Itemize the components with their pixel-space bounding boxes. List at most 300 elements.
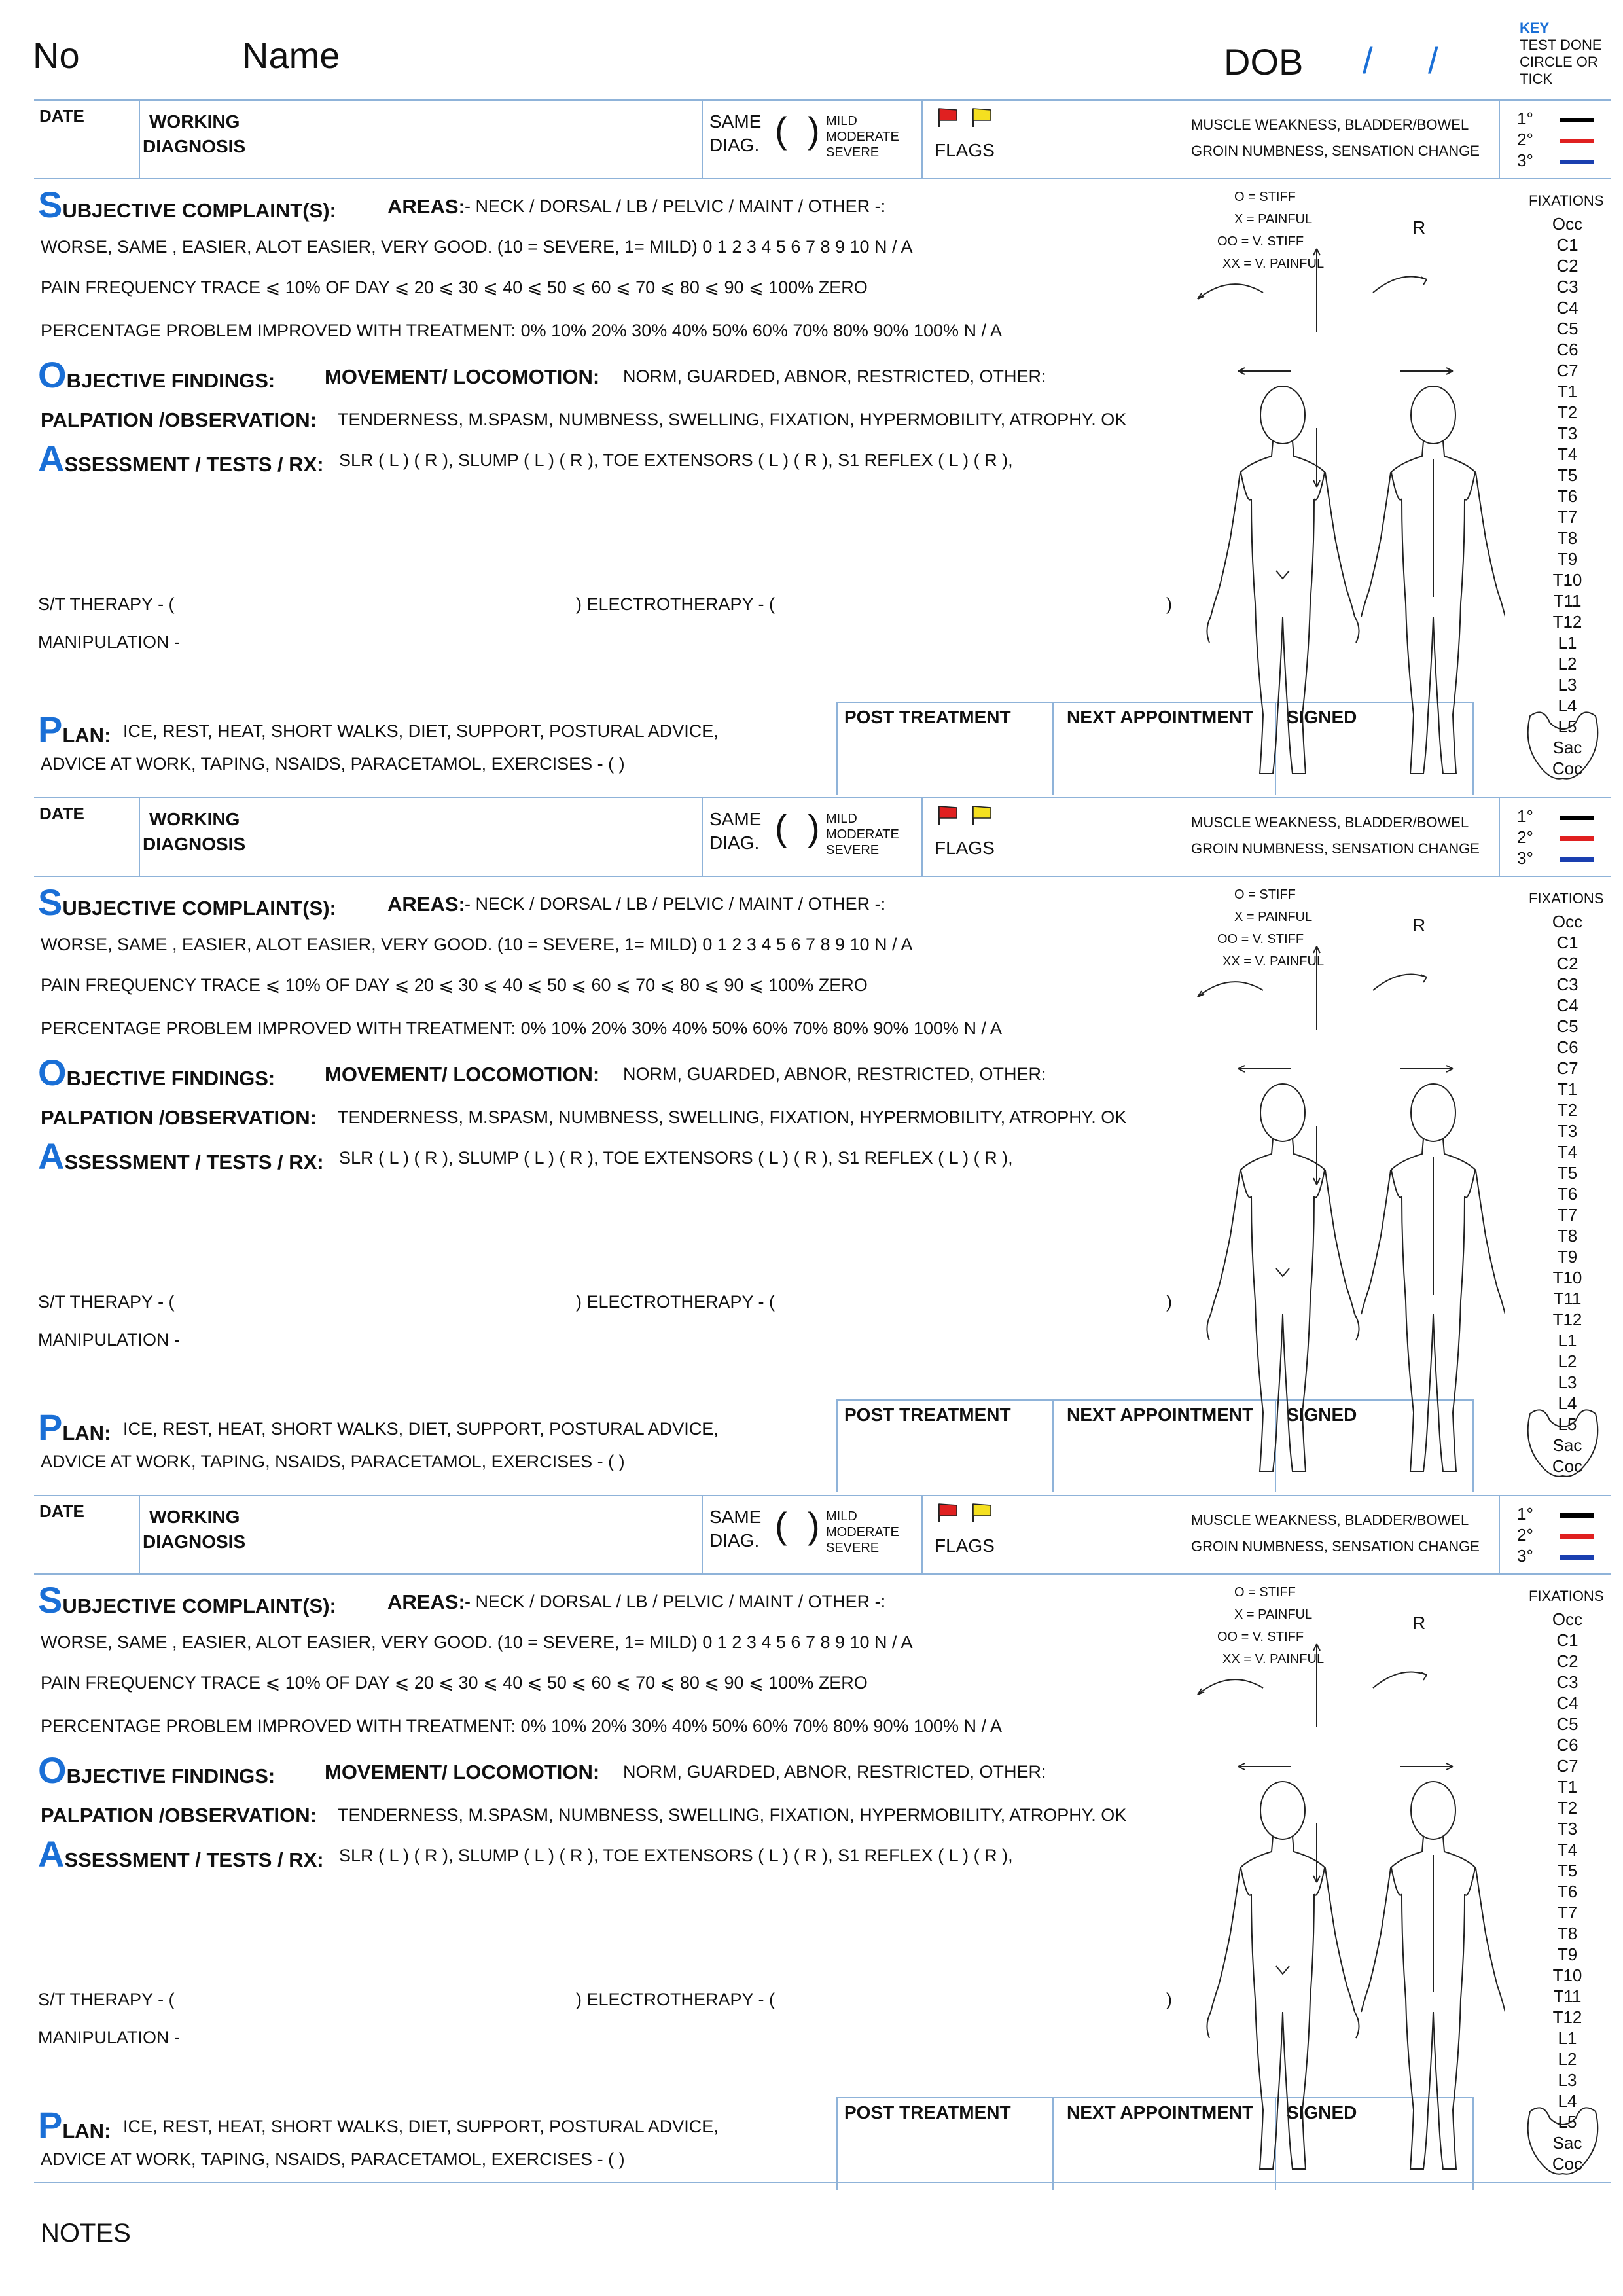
fixation-level[interactable]: C7 [1556, 1756, 1578, 1776]
severity-mild[interactable]: MILD [826, 114, 857, 128]
severity-scale-row[interactable]: WORSE, SAME , EASIER, ALOT EASIER, VERY GOOD. (10 = SEVERE, 1= MILD) 0 1 2 3 4 5 6 7 8 9 10 N / A [41, 935, 913, 954]
pain-frequency-row[interactable]: PAIN FREQUENCY TRACE ⩽ 10% OF DAY ⩽ 20 ⩽ 30 ⩽ 40 ⩽ 50 ⩽ 60 ⩽ 70 ⩽ 80 ⩽ 90 ⩽ 100% ZERO [41, 1673, 868, 1693]
flags-label: FLAGS [935, 1535, 995, 1556]
fixation-level[interactable]: C5 [1556, 319, 1578, 338]
fixation-level[interactable]: C1 [1556, 235, 1578, 255]
plan-initial: P [38, 709, 63, 750]
fixation-level[interactable]: C6 [1556, 340, 1578, 359]
working-label: WORKING [149, 111, 240, 132]
fixation-level[interactable]: T9 [1557, 549, 1578, 569]
subjective-heading [38, 183, 336, 226]
plan-title: LAN: [62, 2119, 111, 2142]
fixation-level[interactable]: T6 [1557, 1184, 1578, 1204]
key-bar-red [1560, 139, 1594, 143]
electrotherapy-close: ) [1166, 1292, 1172, 1312]
fixation-level[interactable]: L3 [1558, 675, 1577, 694]
manipulation-label: MANIPULATION - [38, 1330, 181, 1350]
degree-2[interactable]: 2° [1517, 130, 1533, 149]
subjective-initial: S [38, 184, 63, 225]
electrotherapy-label: ) ELECTROTHERAPY - ( [576, 1990, 776, 2009]
severity-severe[interactable]: SEVERE [826, 843, 880, 857]
legend-very-stiff: OO = V. STIFF [1217, 932, 1304, 946]
palpation-label: PALPATION /OBSERVATION: [41, 408, 317, 431]
severity-mild[interactable]: MILD [826, 1509, 857, 1524]
notes-rule [34, 2182, 1611, 2183]
plan-initial: P [38, 1407, 63, 1448]
subjective-heading [38, 881, 336, 924]
electrotherapy-close: ) [1166, 1990, 1172, 2009]
severity-moderate[interactable]: MODERATE [826, 1525, 899, 1539]
legend-painful: X = PAINFUL [1234, 910, 1313, 924]
divider [1499, 99, 1500, 178]
same-label: SAME [709, 1507, 762, 1527]
fixation-level[interactable]: C6 [1556, 1735, 1578, 1755]
date-label: DATE [39, 1501, 84, 1521]
fixation-level[interactable]: T6 [1557, 1882, 1578, 1901]
electrotherapy-close: ) [1166, 594, 1172, 614]
st-therapy-label: S/T THERAPY - ( [38, 594, 175, 614]
signed-label: SIGNED [1287, 1405, 1357, 1425]
red-flag-icon[interactable] [937, 107, 959, 127]
pain-frequency-row[interactable]: PAIN FREQUENCY TRACE ⩽ 10% OF DAY ⩽ 20 ⩽ 30 ⩽ 40 ⩽ 50 ⩽ 60 ⩽ 70 ⩽ 80 ⩽ 90 ⩽ 100% ZERO [41, 278, 868, 297]
key-line-1: TEST DONE [1520, 37, 1602, 53]
fixation-level[interactable]: Occ [1552, 912, 1583, 931]
areas-label: AREAS: [387, 1590, 465, 1613]
fixation-level[interactable]: C6 [1556, 1037, 1578, 1057]
divider [1052, 2097, 1054, 2190]
movement-options[interactable]: NORM, GUARDED, ABNOR, RESTRICTED, OTHER: [623, 367, 1046, 386]
fixation-level[interactable]: T8 [1557, 1226, 1578, 1246]
block-top-rule [34, 797, 1611, 798]
fixation-level[interactable]: Sac [1552, 1435, 1582, 1455]
block-header-rule [34, 1573, 1611, 1575]
objective-initial: O [38, 354, 67, 395]
next-appointment-label: NEXT APPOINTMENT [1067, 2102, 1254, 2123]
fixation-level[interactable]: Coc [1552, 759, 1583, 778]
divider [139, 1495, 140, 1573]
consultation-block [0, 797, 1623, 1495]
post-treatment-label: POST TREATMENT [844, 2102, 1011, 2123]
fixation-level[interactable]: T1 [1557, 382, 1578, 401]
no-label: No [33, 35, 80, 76]
divider [702, 1495, 703, 1573]
areas-options[interactable]: - NECK / DORSAL / LB / PELVIC / MAINT / OTHER -: [465, 196, 886, 216]
subjective-title: UBJECTIVE COMPLAINT(S): [62, 897, 336, 920]
palpation-label: PALPATION /OBSERVATION: [41, 1106, 317, 1129]
subjective-title: UBJECTIVE COMPLAINT(S): [62, 1594, 336, 1617]
date-label: DATE [39, 804, 84, 823]
objective-initial: O [38, 1052, 67, 1093]
palpation-options[interactable]: TENDERNESS, M.SPASM, NUMBNESS, SWELLING, FIXATION, HYPERMOBILITY, ATROPHY. OK [338, 410, 1127, 429]
fixation-level[interactable]: C1 [1556, 933, 1578, 952]
paren-open: ( [775, 109, 787, 151]
fixation-level[interactable]: Coc [1552, 1456, 1583, 1476]
assessment-title: SSESSMENT / TESTS / RX: [64, 1151, 324, 1174]
red-flag-icon[interactable] [937, 805, 959, 825]
electrotherapy-label: ) ELECTROTHERAPY - ( [576, 1292, 776, 1312]
diagnosis-label: DIAGNOSIS [143, 834, 246, 854]
severity-scale-row[interactable]: WORSE, SAME , EASIER, ALOT EASIER, VERY GOOD. (10 = SEVERE, 1= MILD) 0 1 2 3 4 5 6 7 8 9 10 N / A [41, 237, 913, 257]
fixations-list [1531, 911, 1603, 1477]
key-bar-red [1560, 1534, 1594, 1539]
same-label: SAME [709, 111, 762, 132]
fixations-label: FIXATIONS [1529, 890, 1604, 906]
body-right-label: R [1412, 915, 1426, 935]
plan-options-line-2[interactable]: ADVICE AT WORK, TAPING, NSAIDS, PARACETAMOL, EXERCISES - ( ) [41, 2149, 625, 2169]
divider [139, 99, 140, 178]
working-label: WORKING [149, 809, 240, 829]
paren-open: ( [775, 807, 787, 848]
degree-1[interactable]: 1° [1517, 109, 1533, 128]
fixation-level[interactable]: C4 [1556, 298, 1578, 317]
severity-mild[interactable]: MILD [826, 812, 857, 826]
name-label: Name [242, 35, 340, 76]
red-flag-line-2: GROIN NUMBNESS, SENSATION CHANGE [1191, 143, 1480, 159]
fixation-level[interactable]: L5 [1558, 1414, 1577, 1434]
fixation-level[interactable]: C5 [1556, 1016, 1578, 1036]
fixation-level[interactable]: L3 [1558, 2070, 1577, 2090]
diag-label: DIAG. [709, 135, 760, 155]
paren-open: ( [775, 1505, 787, 1546]
key-bar-blue [1560, 1555, 1594, 1560]
fixation-level[interactable]: L1 [1558, 2028, 1577, 2048]
key-line-2: CIRCLE OR [1520, 54, 1598, 70]
diagnosis-label: DIAGNOSIS [143, 136, 246, 156]
fixation-level[interactable]: C3 [1556, 1672, 1578, 1692]
severity-severe[interactable]: SEVERE [826, 145, 880, 160]
fixations-label: FIXATIONS [1529, 1588, 1604, 1604]
legend-stiff: O = STIFF [1234, 888, 1296, 902]
divider [836, 2097, 838, 2190]
severity-moderate[interactable]: MODERATE [826, 130, 899, 144]
fixation-level[interactable]: T10 [1552, 570, 1582, 590]
electrotherapy-label: ) ELECTROTHERAPY - ( [576, 594, 776, 614]
fixation-level[interactable]: Occ [1552, 214, 1583, 234]
fixation-level[interactable]: T8 [1557, 1924, 1578, 1943]
assessment-heading [38, 1135, 324, 1177]
objective-heading [38, 1749, 275, 1791]
notes-label: NOTES [41, 2219, 131, 2248]
fixation-level[interactable]: Coc [1552, 2154, 1583, 2174]
fixation-level[interactable]: T4 [1557, 1840, 1578, 1859]
objective-title: BJECTIVE FINDINGS: [66, 1067, 276, 1090]
plan-options-line-1[interactable]: ICE, REST, HEAT, SHORT WALKS, DIET, SUPPORT, POSTURAL ADVICE, [123, 1419, 719, 1439]
plan-initial: P [38, 2104, 63, 2145]
fixation-level[interactable]: C2 [1556, 1651, 1578, 1671]
fixation-level[interactable]: Sac [1552, 738, 1582, 757]
areas-label: AREAS: [387, 893, 465, 916]
fixation-level[interactable]: C5 [1556, 1714, 1578, 1734]
paren-close: ) [808, 1505, 820, 1546]
palpation-label: PALPATION /OBSERVATION: [41, 1804, 317, 1827]
block-header-rule [34, 876, 1611, 877]
severity-scale-row[interactable]: WORSE, SAME , EASIER, ALOT EASIER, VERY GOOD. (10 = SEVERE, 1= MILD) 0 1 2 3 4 5 6 7 8 9 10 N / A [41, 1632, 913, 1652]
degree-3[interactable]: 3° [1517, 848, 1533, 868]
diagnosis-label: DIAGNOSIS [143, 1532, 246, 1552]
flags-label: FLAGS [935, 838, 995, 858]
key-title: KEY [1520, 20, 1550, 36]
key-bar-blue [1560, 160, 1594, 164]
movement-options[interactable]: NORM, GUARDED, ABNOR, RESTRICTED, OTHER: [623, 1762, 1046, 1782]
fixation-level[interactable]: T7 [1557, 1903, 1578, 1922]
yellow-flag-icon[interactable] [971, 107, 993, 127]
plan-options-line-1[interactable]: ICE, REST, HEAT, SHORT WALKS, DIET, SUPPORT, POSTURAL ADVICE, [123, 2117, 719, 2136]
assessment-initial: A [38, 1136, 65, 1177]
dob-separator-1: / [1363, 40, 1373, 81]
fixation-level[interactable]: T12 [1552, 612, 1582, 632]
percentage-improved-row[interactable]: PERCENTAGE PROBLEM IMPROVED WITH TREATMENT: 0% 10% 20% 30% 40% 50% 60% 70% 80% 90% 100% N / A [41, 1716, 1003, 1736]
legend-painful: X = PAINFUL [1234, 212, 1313, 226]
red-flag-line-2: GROIN NUMBNESS, SENSATION CHANGE [1191, 1538, 1480, 1554]
assessment-heading [38, 1833, 324, 1875]
severity-moderate[interactable]: MODERATE [826, 827, 899, 842]
fixation-level[interactable]: T11 [1553, 1986, 1582, 2006]
divider [836, 1399, 838, 1492]
assessment-initial: A [38, 1833, 65, 1874]
fixation-level[interactable]: T7 [1557, 1205, 1578, 1225]
legend-very-stiff: OO = V. STIFF [1217, 1630, 1304, 1644]
signed-label: SIGNED [1287, 2102, 1357, 2123]
fixation-level[interactable]: L3 [1558, 1372, 1577, 1392]
fixation-level[interactable]: L2 [1558, 654, 1577, 673]
degree-3[interactable]: 3° [1517, 1546, 1533, 1566]
fixation-level[interactable]: L2 [1558, 2049, 1577, 2069]
fixation-level[interactable]: C7 [1556, 1058, 1578, 1078]
fixation-level[interactable]: T10 [1552, 1965, 1582, 1985]
fixation-level[interactable]: T1 [1557, 1777, 1578, 1797]
degree-3[interactable]: 3° [1517, 151, 1533, 170]
fixation-level[interactable]: T5 [1557, 1163, 1578, 1183]
severity-severe[interactable]: SEVERE [826, 1541, 880, 1555]
fixation-level[interactable]: T9 [1557, 1945, 1578, 1964]
degree-2[interactable]: 2° [1517, 1525, 1533, 1545]
fixations-list [1531, 1609, 1603, 2174]
fixation-level[interactable]: C7 [1556, 361, 1578, 380]
fixation-level[interactable]: T1 [1557, 1079, 1578, 1099]
fixation-level[interactable]: L2 [1558, 1352, 1577, 1371]
assessment-heading [38, 437, 324, 480]
percentage-improved-row[interactable]: PERCENTAGE PROBLEM IMPROVED WITH TREATMENT: 0% 10% 20% 30% 40% 50% 60% 70% 80% 90% 100% N / A [41, 321, 1003, 340]
degree-1[interactable]: 1° [1517, 1504, 1533, 1524]
fixations-label: FIXATIONS [1529, 192, 1604, 209]
fixation-level[interactable]: T5 [1557, 465, 1578, 485]
assessment-tests[interactable]: SLR ( L ) ( R ), SLUMP ( L ) ( R ), TOE EXTENSORS ( L ) ( R ), S1 REFLEX ( L ) ( R ), [339, 1846, 1013, 1865]
divider [921, 99, 923, 178]
plan-heading [38, 1406, 111, 1448]
objective-title: BJECTIVE FINDINGS: [66, 369, 276, 392]
legend-very-painful: XX = V. PAINFUL [1222, 1652, 1325, 1666]
objective-initial: O [38, 1749, 67, 1791]
red-flag-line-1: MUSCLE WEAKNESS, BLADDER/BOWEL [1191, 117, 1469, 133]
divider [1499, 797, 1500, 876]
diag-label: DIAG. [709, 833, 760, 853]
fixation-level[interactable]: T11 [1553, 1289, 1582, 1308]
movement-label: MOVEMENT/ LOCOMOTION: [325, 365, 600, 388]
fixation-level[interactable]: C3 [1556, 277, 1578, 296]
objective-heading [38, 353, 275, 396]
legend-stiff: O = STIFF [1234, 1585, 1296, 1600]
yellow-flag-icon[interactable] [971, 1503, 993, 1522]
body-chart-diagram[interactable] [1178, 198, 1505, 800]
key-bar-black [1560, 816, 1594, 820]
assessment-initial: A [38, 438, 65, 479]
fixation-level[interactable]: T8 [1557, 528, 1578, 548]
pelvis-icon [1517, 2092, 1609, 2183]
areas-label: AREAS: [387, 195, 465, 218]
fixation-level[interactable]: T4 [1557, 1142, 1578, 1162]
divider [836, 702, 838, 795]
signed-label: SIGNED [1287, 707, 1357, 727]
fixation-level[interactable]: T7 [1557, 507, 1578, 527]
areas-options[interactable]: - NECK / DORSAL / LB / PELVIC / MAINT / OTHER -: [465, 1592, 886, 1611]
fixation-level[interactable]: T2 [1557, 1100, 1578, 1120]
post-treatment-label: POST TREATMENT [844, 707, 1011, 727]
fixation-level[interactable]: T4 [1557, 444, 1578, 464]
subjective-initial: S [38, 1579, 63, 1621]
date-label: DATE [39, 106, 84, 126]
plan-options-line-2[interactable]: ADVICE AT WORK, TAPING, NSAIDS, PARACETAMOL, EXERCISES - ( ) [41, 1452, 625, 1471]
red-flag-icon[interactable] [937, 1503, 959, 1522]
subjective-title: UBJECTIVE COMPLAINT(S): [62, 199, 336, 222]
key-bar-black [1560, 118, 1594, 122]
plan-heading [38, 2104, 111, 2146]
fixation-level[interactable]: T11 [1553, 591, 1582, 611]
fixation-level[interactable]: Sac [1552, 2133, 1582, 2153]
assessment-title: SSESSMENT / TESTS / RX: [64, 1848, 324, 1871]
fixation-level[interactable]: L1 [1558, 1331, 1577, 1350]
post-treatment-label: POST TREATMENT [844, 1405, 1011, 1425]
divider [702, 99, 703, 178]
degree-2[interactable]: 2° [1517, 827, 1533, 847]
key-bar-blue [1560, 857, 1594, 862]
pelvis-icon [1517, 1394, 1609, 1486]
divider [921, 797, 923, 876]
fixation-level[interactable]: C2 [1556, 954, 1578, 973]
key-bar-red [1560, 836, 1594, 841]
legend-stiff: O = STIFF [1234, 190, 1296, 204]
movement-options[interactable]: NORM, GUARDED, ABNOR, RESTRICTED, OTHER: [623, 1064, 1046, 1084]
fixation-level[interactable]: C4 [1556, 1693, 1578, 1713]
plan-heading [38, 708, 111, 751]
dob-separator-2: / [1428, 40, 1438, 81]
plan-title: LAN: [62, 1422, 111, 1444]
fixation-level[interactable]: C1 [1556, 1630, 1578, 1650]
block-top-rule [34, 99, 1611, 101]
fixation-level[interactable]: L1 [1558, 633, 1577, 653]
objective-title: BJECTIVE FINDINGS: [66, 1765, 276, 1787]
pain-frequency-row[interactable]: PAIN FREQUENCY TRACE ⩽ 10% OF DAY ⩽ 20 ⩽ 30 ⩽ 40 ⩽ 50 ⩽ 60 ⩽ 70 ⩽ 80 ⩽ 90 ⩽ 100% ZERO [41, 975, 868, 995]
divider [921, 1495, 923, 1573]
flags-label: FLAGS [935, 140, 995, 160]
percentage-improved-row[interactable]: PERCENTAGE PROBLEM IMPROVED WITH TREATMENT: 0% 10% 20% 30% 40% 50% 60% 70% 80% 90% 100% N / A [41, 1018, 1003, 1038]
dob-label: DOB [1224, 41, 1304, 82]
pelvis-icon [1517, 696, 1609, 788]
movement-label: MOVEMENT/ LOCOMOTION: [325, 1063, 600, 1086]
st-therapy-label: S/T THERAPY - ( [38, 1292, 175, 1312]
next-appointment-label: NEXT APPOINTMENT [1067, 707, 1254, 727]
yellow-flag-icon[interactable] [971, 805, 993, 825]
block-top-rule [34, 1495, 1611, 1496]
body-right-label: R [1412, 1613, 1426, 1633]
divider [1052, 1399, 1054, 1492]
consultation-block [0, 1495, 1623, 2193]
divider [1499, 1495, 1500, 1573]
fixation-level[interactable]: T12 [1552, 1310, 1582, 1329]
legend-very-stiff: OO = V. STIFF [1217, 234, 1304, 249]
body-chart-diagram[interactable] [1178, 1593, 1505, 2195]
legend-painful: X = PAINFUL [1234, 1607, 1313, 1622]
working-label: WORKING [149, 1507, 240, 1527]
fixation-level[interactable]: Occ [1552, 1609, 1583, 1629]
fixations-list [1531, 213, 1603, 779]
divider [1052, 702, 1054, 795]
movement-label: MOVEMENT/ LOCOMOTION: [325, 1761, 600, 1784]
areas-options[interactable]: - NECK / DORSAL / LB / PELVIC / MAINT / OTHER -: [465, 894, 886, 914]
palpation-options[interactable]: TENDERNESS, M.SPASM, NUMBNESS, SWELLING, FIXATION, HYPERMOBILITY, ATROPHY. OK [338, 1805, 1127, 1825]
fixation-level[interactable]: T2 [1557, 1798, 1578, 1818]
next-appointment-label: NEXT APPOINTMENT [1067, 1405, 1254, 1425]
plan-title: LAN: [62, 724, 111, 747]
assessment-tests[interactable]: SLR ( L ) ( R ), SLUMP ( L ) ( R ), TOE EXTENSORS ( L ) ( R ), S1 REFLEX ( L ) ( R ), [339, 450, 1013, 470]
fixation-level[interactable]: T9 [1557, 1247, 1578, 1266]
diag-label: DIAG. [709, 1530, 760, 1551]
body-chart-diagram[interactable] [1178, 895, 1505, 1498]
manipulation-label: MANIPULATION - [38, 2028, 181, 2047]
fixation-level[interactable]: T10 [1552, 1268, 1582, 1287]
palpation-options[interactable]: TENDERNESS, M.SPASM, NUMBNESS, SWELLING, FIXATION, HYPERMOBILITY, ATROPHY. OK [338, 1107, 1127, 1127]
plan-options-line-1[interactable]: ICE, REST, HEAT, SHORT WALKS, DIET, SUPPORT, POSTURAL ADVICE, [123, 721, 719, 741]
fixation-level[interactable]: T3 [1557, 1819, 1578, 1839]
same-label: SAME [709, 809, 762, 829]
paren-close: ) [808, 807, 820, 848]
fixation-level[interactable]: T12 [1552, 2007, 1582, 2027]
fixation-level[interactable]: T2 [1557, 403, 1578, 422]
fixation-level[interactable]: T3 [1557, 1121, 1578, 1141]
red-flag-line-2: GROIN NUMBNESS, SENSATION CHANGE [1191, 840, 1480, 857]
divider [702, 797, 703, 876]
red-flag-line-1: MUSCLE WEAKNESS, BLADDER/BOWEL [1191, 1512, 1469, 1528]
key-line-3: TICK [1520, 71, 1553, 87]
assessment-title: SSESSMENT / TESTS / RX: [64, 453, 324, 476]
fixation-level[interactable]: C4 [1556, 996, 1578, 1015]
fixation-level[interactable]: L4 [1558, 696, 1577, 715]
fixation-level[interactable]: T5 [1557, 1861, 1578, 1880]
objective-heading [38, 1051, 275, 1094]
fixation-level[interactable]: C2 [1556, 256, 1578, 276]
body-right-label: R [1412, 217, 1426, 238]
assessment-tests[interactable]: SLR ( L ) ( R ), SLUMP ( L ) ( R ), TOE EXTENSORS ( L ) ( R ), S1 REFLEX ( L ) ( R ), [339, 1148, 1013, 1168]
degree-1[interactable]: 1° [1517, 806, 1533, 826]
red-flag-line-1: MUSCLE WEAKNESS, BLADDER/BOWEL [1191, 814, 1469, 831]
st-therapy-label: S/T THERAPY - ( [38, 1990, 175, 2009]
fixation-level[interactable]: C3 [1556, 975, 1578, 994]
fixation-level[interactable]: T6 [1557, 486, 1578, 506]
legend-very-painful: XX = V. PAINFUL [1222, 954, 1325, 969]
fixation-level[interactable]: L5 [1558, 2112, 1577, 2132]
manipulation-label: MANIPULATION - [38, 632, 181, 652]
fixation-level[interactable]: L4 [1558, 2091, 1577, 2111]
block-header-rule [34, 178, 1611, 179]
paren-close: ) [808, 109, 820, 151]
fixation-level[interactable]: L4 [1558, 1393, 1577, 1413]
legend-very-painful: XX = V. PAINFUL [1222, 257, 1325, 271]
key-bar-black [1560, 1513, 1594, 1518]
divider [139, 797, 140, 876]
fixation-level[interactable]: T3 [1557, 423, 1578, 443]
fixation-level[interactable]: L5 [1558, 717, 1577, 736]
plan-options-line-2[interactable]: ADVICE AT WORK, TAPING, NSAIDS, PARACETAMOL, EXERCISES - ( ) [41, 754, 625, 774]
subjective-initial: S [38, 882, 63, 923]
